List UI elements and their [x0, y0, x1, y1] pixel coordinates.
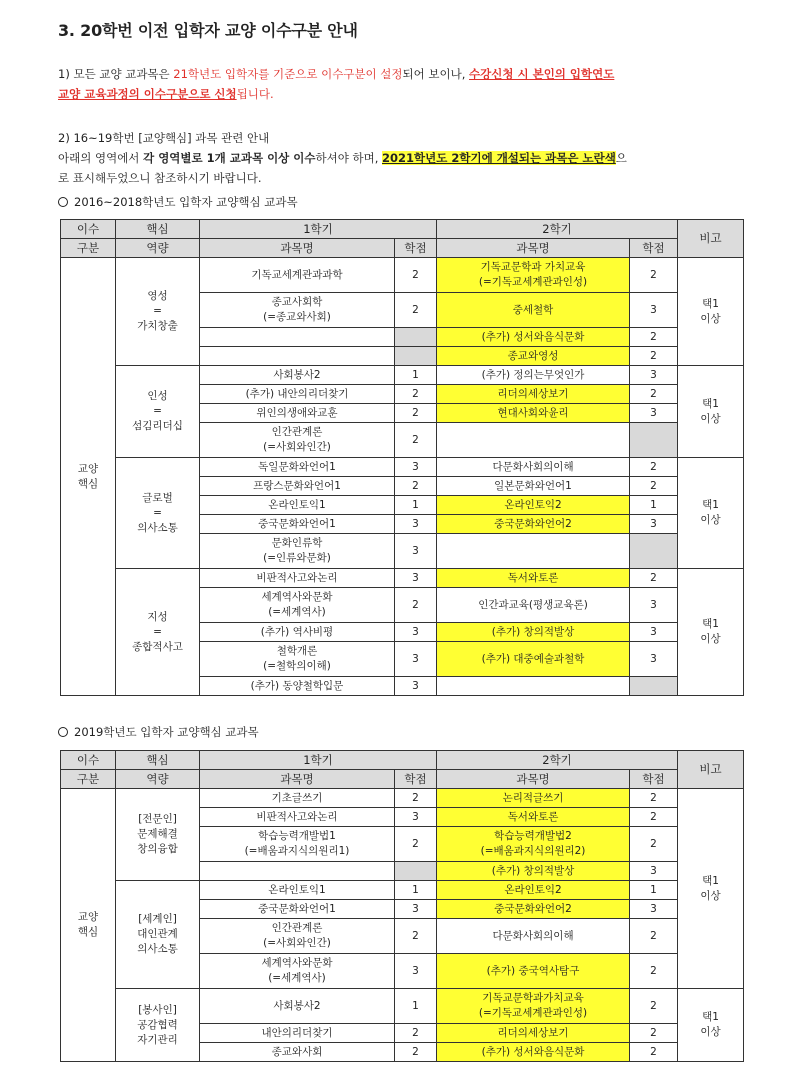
subject-sem1 — [200, 347, 395, 366]
bigo-cell: 택1 이상 — [678, 366, 744, 458]
subject-sem1: (추가) 동양철학입문 — [200, 677, 395, 696]
subject-sem2: (추가) 성서와음식문화 — [437, 1043, 630, 1062]
section-2-title: 2019학년도 입학자 교양핵심 교과목 — [74, 725, 259, 739]
header-credit-1: 학점 — [395, 239, 437, 258]
subject-sem1: 비판적사고와논리 — [200, 569, 395, 588]
note-1-text-a: 1) 모든 교양 교과목은 — [58, 67, 174, 81]
credit-sem2: 2 — [630, 477, 678, 496]
credit-sem2: 2 — [630, 789, 678, 808]
bigo-cell: 택1 이상 — [678, 569, 744, 696]
subject-sem2: 독서와토론 — [437, 808, 630, 827]
credit-sem2: 2 — [630, 1043, 678, 1062]
credit-sem2: 3 — [630, 293, 678, 328]
credit-sem1 — [395, 347, 437, 366]
subject-sem1 — [200, 328, 395, 347]
credit-sem1: 3 — [395, 808, 437, 827]
subject-sem1: 인간관계론 (=사회와인간) — [200, 919, 395, 954]
subject-sem1: 온라인토익1 — [200, 881, 395, 900]
header-credit-2: 학점 — [630, 770, 678, 789]
credit-sem1: 2 — [395, 1043, 437, 1062]
subject-sem1: 인간관계론 (=사회와인간) — [200, 423, 395, 458]
credit-sem1: 2 — [395, 789, 437, 808]
credit-sem1: 2 — [395, 258, 437, 293]
subject-sem1: (추가) 내안의리더찾기 — [200, 385, 395, 404]
header-haeksim — [116, 220, 200, 239]
table-row — [61, 458, 744, 477]
credit-sem2 — [630, 423, 678, 458]
header-haeksim-text: 핵심 — [146, 221, 169, 236]
subject-sem2: (추가) 창의적발상 — [437, 623, 630, 642]
credit-sem1: 3 — [395, 623, 437, 642]
area-cell: 영성 = 가치창출 — [116, 258, 200, 366]
subject-sem1 — [200, 862, 395, 881]
credit-sem2: 2 — [630, 569, 678, 588]
subject-sem1: 종교사회학 (=종교와사회) — [200, 293, 395, 328]
note-1-text-d: 수강신청 시 본인의 입학연도 — [469, 67, 615, 81]
header-subject-1: 과목명 — [200, 239, 395, 258]
subject-sem1: 온라인토익1 — [200, 496, 395, 515]
note-2-text-b: 각 영역별로 1개 교과목 이상 이수 — [143, 151, 316, 165]
credit-sem1: 3 — [395, 954, 437, 989]
note-1-text-b: 21학년도 입학자를 기준으로 이수구분이 설정 — [173, 67, 403, 81]
subject-sem2: 기독교문학과 가치교육 (=기독교세계관과인성) — [437, 258, 630, 293]
header-subject-2: 과목명 — [437, 239, 630, 258]
note-2 — [58, 128, 758, 188]
credit-sem2: 2 — [630, 458, 678, 477]
subject-sem2: 리더의세상보기 — [437, 1024, 630, 1043]
isu-gubun-cell: 교양 핵심 — [61, 258, 116, 696]
credit-sem2: 3 — [630, 515, 678, 534]
credit-sem1: 2 — [395, 919, 437, 954]
subject-sem1: 문화인류학 (=인류와문화) — [200, 534, 395, 569]
credit-sem2 — [630, 534, 678, 569]
credit-sem1 — [395, 328, 437, 347]
subject-sem2: 논리적글쓰기 — [437, 789, 630, 808]
credit-sem1: 3 — [395, 458, 437, 477]
credit-sem2: 3 — [630, 366, 678, 385]
area-cell: 글로벌 = 의사소통 — [116, 458, 200, 569]
subject-sem2: 다문화사회의이해 — [437, 458, 630, 477]
header-haeksim — [116, 751, 200, 770]
subject-sem2: 기독교문학과가치교육 (=기독교세계관과인성) — [437, 989, 630, 1024]
credit-sem2: 2 — [630, 328, 678, 347]
note-1-text-c: 되어 보이나, — [402, 67, 470, 81]
header-gubun: 구분 — [61, 770, 116, 789]
area-cell: [봉사인] 공감협력 자기관리 — [116, 989, 200, 1062]
table-row — [61, 881, 744, 900]
credit-sem2: 3 — [630, 588, 678, 623]
subject-sem2: 리더의세상보기 — [437, 385, 630, 404]
header-isu-text: 이수 — [76, 752, 100, 767]
subject-sem2: 종교와영성 — [437, 347, 630, 366]
section-1-heading — [58, 192, 758, 212]
subject-sem1: 중국문화와언어1 — [200, 515, 395, 534]
note-2-text-e: 으 — [615, 151, 627, 165]
credit-sem1 — [395, 862, 437, 881]
credit-sem2: 2 — [630, 808, 678, 827]
subject-sem2: (추가) 창의적발상 — [437, 862, 630, 881]
subject-sem2: 중세철학 — [437, 293, 630, 328]
course-table-2019 — [60, 750, 744, 1062]
subject-sem1: 비판적사고와논리 — [200, 808, 395, 827]
credit-sem1: 2 — [395, 293, 437, 328]
header-credit-2: 학점 — [630, 239, 678, 258]
subject-sem1: 독일문화와언어1 — [200, 458, 395, 477]
subject-sem1: (추가) 역사비평 — [200, 623, 395, 642]
header-bigo: 비고 — [678, 220, 744, 258]
header-semester-2: 2학기 — [437, 751, 678, 770]
subject-sem1: 기독교세계관과과학 — [200, 258, 395, 293]
circle-bullet-icon — [58, 197, 68, 207]
subject-sem1: 사회봉사2 — [200, 366, 395, 385]
note-2-line-2: 로 표시해두었으니 참조하시기 바랍니다. — [58, 171, 262, 185]
subject-sem2 — [437, 534, 630, 569]
section-2-heading — [58, 722, 758, 742]
credit-sem1: 2 — [395, 477, 437, 496]
credit-sem1: 2 — [395, 404, 437, 423]
header-isu — [61, 751, 116, 770]
subject-sem1: 사회봉사2 — [200, 989, 395, 1024]
header-subject-1: 과목명 — [200, 770, 395, 789]
section-1-title: 2016~2018학년도 입학자 교양핵심 교과목 — [74, 195, 298, 209]
credit-sem1: 3 — [395, 677, 437, 696]
credit-sem2: 2 — [630, 919, 678, 954]
credit-sem1: 3 — [395, 515, 437, 534]
subject-sem1: 세계역사와문화 (=세계역사) — [200, 954, 395, 989]
credit-sem1: 2 — [395, 423, 437, 458]
header-semester-2: 2학기 — [437, 220, 678, 239]
subject-sem2: (추가) 성서와음식문화 — [437, 328, 630, 347]
header-yeokryang: 역량 — [116, 770, 200, 789]
header-subject-2: 과목명 — [437, 770, 630, 789]
header-haeksim-text: 핵심 — [146, 752, 169, 767]
subject-sem2 — [437, 423, 630, 458]
subject-sem2: (추가) 대중예술과철학 — [437, 642, 630, 677]
subject-sem2: (추가) 중국역사탐구 — [437, 954, 630, 989]
area-cell: 인성 = 섬김리더십 — [116, 366, 200, 458]
credit-sem1: 2 — [395, 827, 437, 862]
subject-sem2: 중국문화와언어2 — [437, 900, 630, 919]
table-row — [61, 366, 744, 385]
credit-sem1: 2 — [395, 588, 437, 623]
credit-sem2: 2 — [630, 1024, 678, 1043]
credit-sem1: 3 — [395, 900, 437, 919]
table-row — [61, 789, 744, 808]
note-2-text-a: 아래의 영역에서 — [58, 151, 144, 165]
subject-sem2: 온라인토익2 — [437, 496, 630, 515]
note-2-text-d: 2021학년도 2학기에 개설되는 과목은 노란색 — [382, 151, 616, 165]
table-row — [61, 258, 744, 293]
table-row — [61, 569, 744, 588]
header-semester-1: 1학기 — [200, 751, 437, 770]
subject-sem1: 철학개론 (=철학의이해) — [200, 642, 395, 677]
circle-bullet-icon — [58, 727, 68, 737]
area-cell: [전문인] 문제해결 창의융합 — [116, 789, 200, 881]
isu-gubun-cell: 교양 핵심 — [61, 789, 116, 1062]
subject-sem2 — [437, 677, 630, 696]
subject-sem2: 인간과교육(평생교육론) — [437, 588, 630, 623]
header-credit-1: 학점 — [395, 770, 437, 789]
credit-sem2: 2 — [630, 347, 678, 366]
header-semester-1: 1학기 — [200, 220, 437, 239]
credit-sem2: 2 — [630, 827, 678, 862]
credit-sem1: 3 — [395, 569, 437, 588]
subject-sem1: 프랑스문화와언어1 — [200, 477, 395, 496]
credit-sem2: 3 — [630, 862, 678, 881]
note-1-text-f: 됩니다. — [236, 87, 274, 101]
credit-sem1: 1 — [395, 881, 437, 900]
subject-sem1: 종교와사회 — [200, 1043, 395, 1062]
subject-sem2: 온라인토익2 — [437, 881, 630, 900]
credit-sem1: 1 — [395, 366, 437, 385]
table-row — [61, 989, 744, 1024]
note-1 — [58, 64, 758, 104]
subject-sem2: (추가) 정의는무엇인가 — [437, 366, 630, 385]
note-1-text-e: 교양 교육과정의 이수구분으로 신청 — [58, 87, 237, 101]
bigo-cell: 택1 이상 — [678, 458, 744, 569]
credit-sem1: 2 — [395, 1024, 437, 1043]
credit-sem2: 3 — [630, 900, 678, 919]
credit-sem1: 1 — [395, 989, 437, 1024]
header-isu-text: 이수 — [76, 221, 100, 236]
area-cell: 지성 = 종합적사고 — [116, 569, 200, 696]
credit-sem1: 3 — [395, 534, 437, 569]
subject-sem2: 일본문화와언어1 — [437, 477, 630, 496]
credit-sem2: 1 — [630, 496, 678, 515]
subject-sem2: 학습능력개발법2 (=배움과지식의원리2) — [437, 827, 630, 862]
credit-sem2: 2 — [630, 989, 678, 1024]
course-table-2016-2018 — [60, 219, 744, 696]
subject-sem2: 현대사회와윤리 — [437, 404, 630, 423]
bigo-cell: 택1 이상 — [678, 989, 744, 1062]
subject-sem2: 독서와토론 — [437, 569, 630, 588]
subject-sem1: 중국문화와언어1 — [200, 900, 395, 919]
credit-sem2: 3 — [630, 404, 678, 423]
header-bigo: 비고 — [678, 751, 744, 789]
credit-sem2: 3 — [630, 623, 678, 642]
area-cell: [세계인] 대인관계 의사소통 — [116, 881, 200, 989]
credit-sem2: 2 — [630, 385, 678, 404]
bigo-cell: 택1 이상 — [678, 258, 744, 366]
section-title: 3. 20학번 이전 입학자 교양 이수구분 안내 — [58, 21, 358, 40]
credit-sem2: 2 — [630, 954, 678, 989]
header-isu — [61, 220, 116, 239]
header-gubun: 구분 — [61, 239, 116, 258]
subject-sem1: 위인의생애와교훈 — [200, 404, 395, 423]
subject-sem1: 내안의리더찾기 — [200, 1024, 395, 1043]
credit-sem2: 3 — [630, 642, 678, 677]
credit-sem2: 2 — [630, 258, 678, 293]
credit-sem2 — [630, 677, 678, 696]
subject-sem1: 기초글쓰기 — [200, 789, 395, 808]
credit-sem1: 2 — [395, 385, 437, 404]
subject-sem2: 중국문화와언어2 — [437, 515, 630, 534]
bigo-cell: 택1 이상 — [678, 789, 744, 989]
header-yeokryang: 역량 — [116, 239, 200, 258]
credit-sem1: 3 — [395, 642, 437, 677]
credit-sem1: 1 — [395, 496, 437, 515]
credit-sem2: 1 — [630, 881, 678, 900]
subject-sem1: 학습능력개발법1 (=배움과지식의원리1) — [200, 827, 395, 862]
note-2-text-c: 하셔야 하며, — [315, 151, 383, 165]
subject-sem2: 다문화사회의이해 — [437, 919, 630, 954]
note-2-heading: 2) 16~19학번 [교양핵심] 과목 관련 안내 — [58, 131, 270, 145]
subject-sem1: 세계역사와문화 (=세계역사) — [200, 588, 395, 623]
